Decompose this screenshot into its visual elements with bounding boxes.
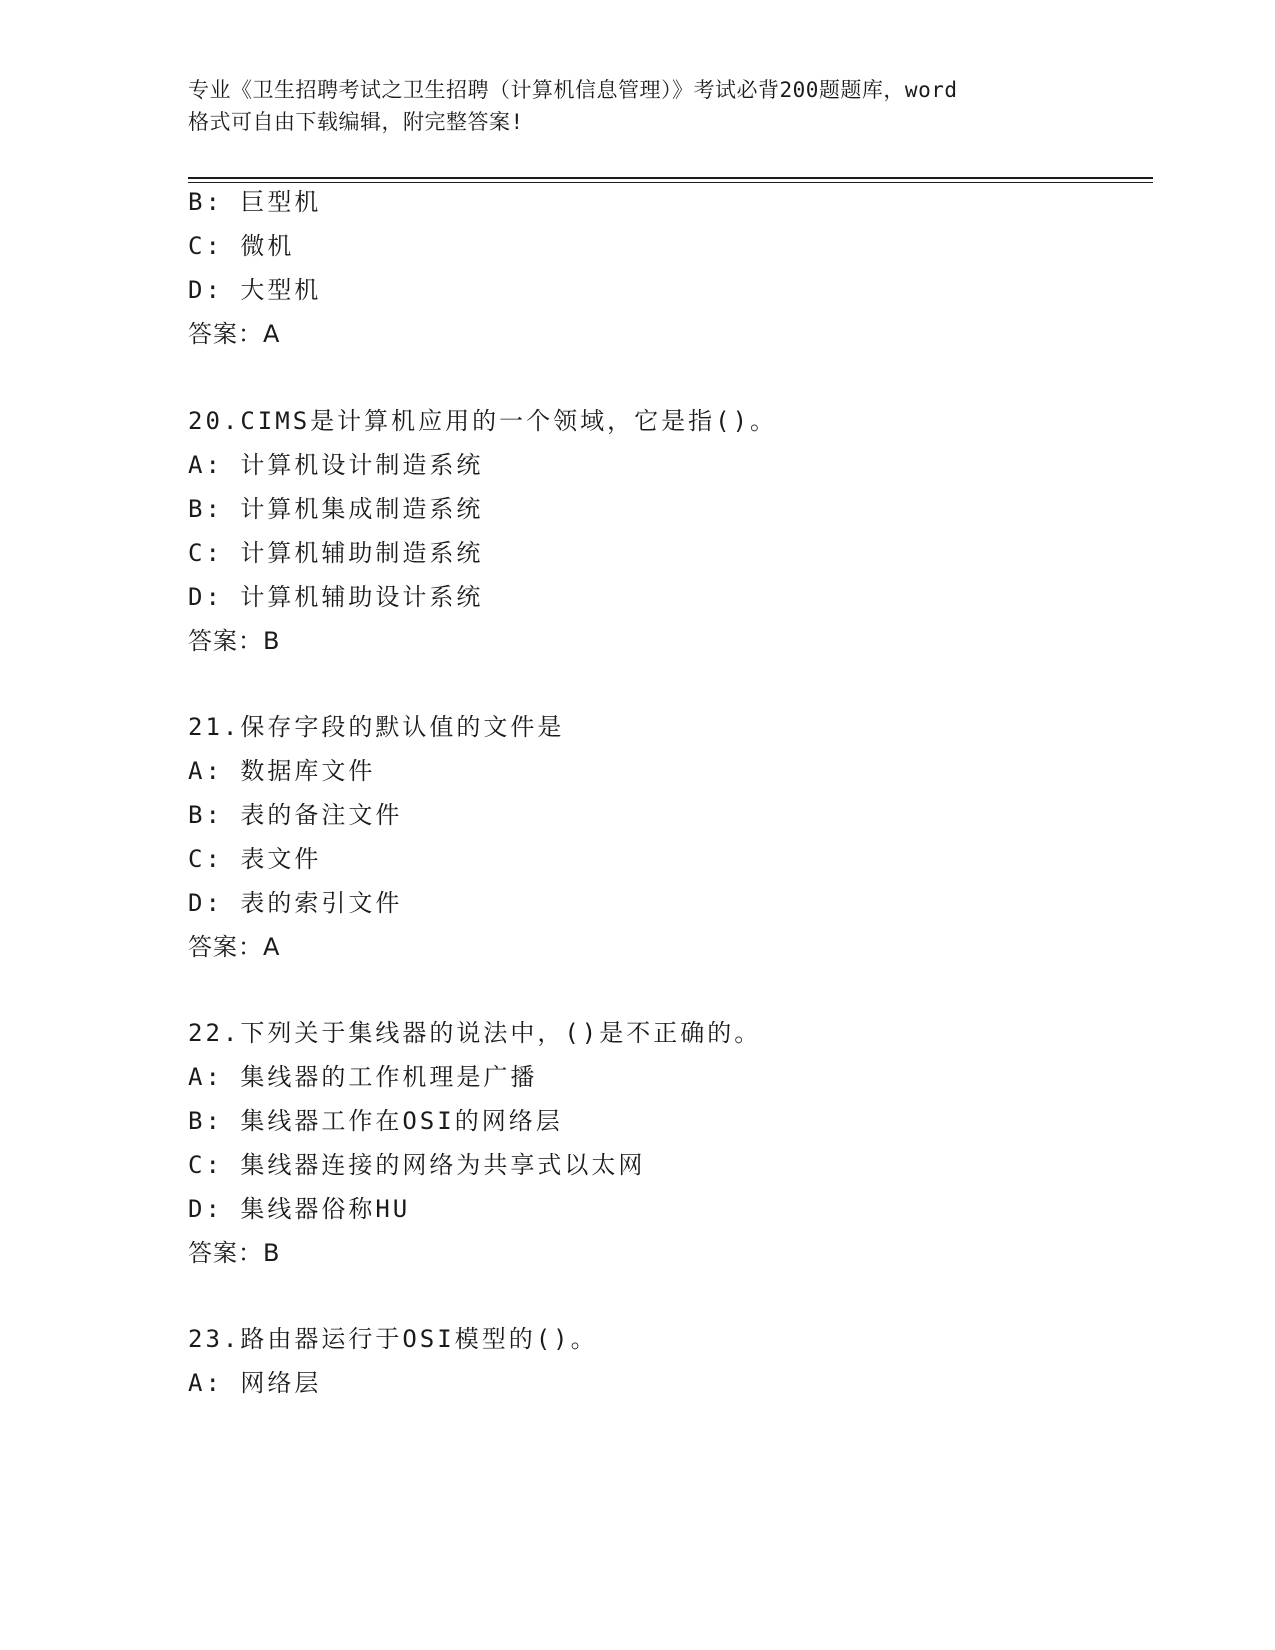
document-header — [188, 74, 1088, 138]
q22-question: 22.下列关于集线器的说法中，()是不正确的。 — [188, 1019, 762, 1047]
q20-option-d: D: 计算机辅助设计系统 — [188, 583, 484, 611]
q21-question: 21.保存字段的默认值的文件是 — [188, 713, 565, 741]
q21-answer: 答案：A — [188, 933, 281, 961]
q19-option-b: B: 巨型机 — [188, 188, 322, 216]
q21-option-a: A: 数据库文件 — [188, 757, 376, 785]
q22-option-b: B: 集线器工作在OSI的网络层 — [188, 1107, 563, 1135]
q22-option-c: C: 集线器连接的网络为共享式以太网 — [188, 1151, 646, 1179]
header-divider-thick — [188, 177, 1153, 179]
q20-option-c: C: 计算机辅助制造系统 — [188, 539, 484, 567]
q22-answer: 答案：B — [188, 1239, 281, 1267]
header-title-line-1: 专业《卫生招聘考试之卫生招聘（计算机信息管理）》考试必背200题题库，word — [188, 78, 958, 102]
q20-option-b: B: 计算机集成制造系统 — [188, 495, 484, 523]
q23-question: 23.路由器运行于OSI模型的()。 — [188, 1325, 598, 1353]
q20-question: 20.CIMS是计算机应用的一个领域，它是指()。 — [188, 407, 778, 435]
q19-option-d: D: 大型机 — [188, 276, 322, 304]
q21-option-c: C: 表文件 — [188, 845, 322, 873]
q21-option-b: B: 表的备注文件 — [188, 801, 403, 829]
q23-option-a: A: 网络层 — [188, 1369, 322, 1397]
q20-option-a: A: 计算机设计制造系统 — [188, 451, 484, 479]
q20-answer: 答案：B — [188, 627, 281, 655]
header-title-line-2: 格式可自由下载编辑，附完整答案! — [188, 110, 524, 134]
q22-option-a: A: 集线器的工作机理是广播 — [188, 1063, 538, 1091]
q22-option-d: D: 集线器俗称HU — [188, 1195, 411, 1223]
header-divider-thin — [188, 182, 1153, 183]
q19-answer: 答案：A — [188, 320, 281, 348]
q21-option-d: D: 表的索引文件 — [188, 889, 403, 917]
q19-option-c: C: 微机 — [188, 232, 295, 260]
